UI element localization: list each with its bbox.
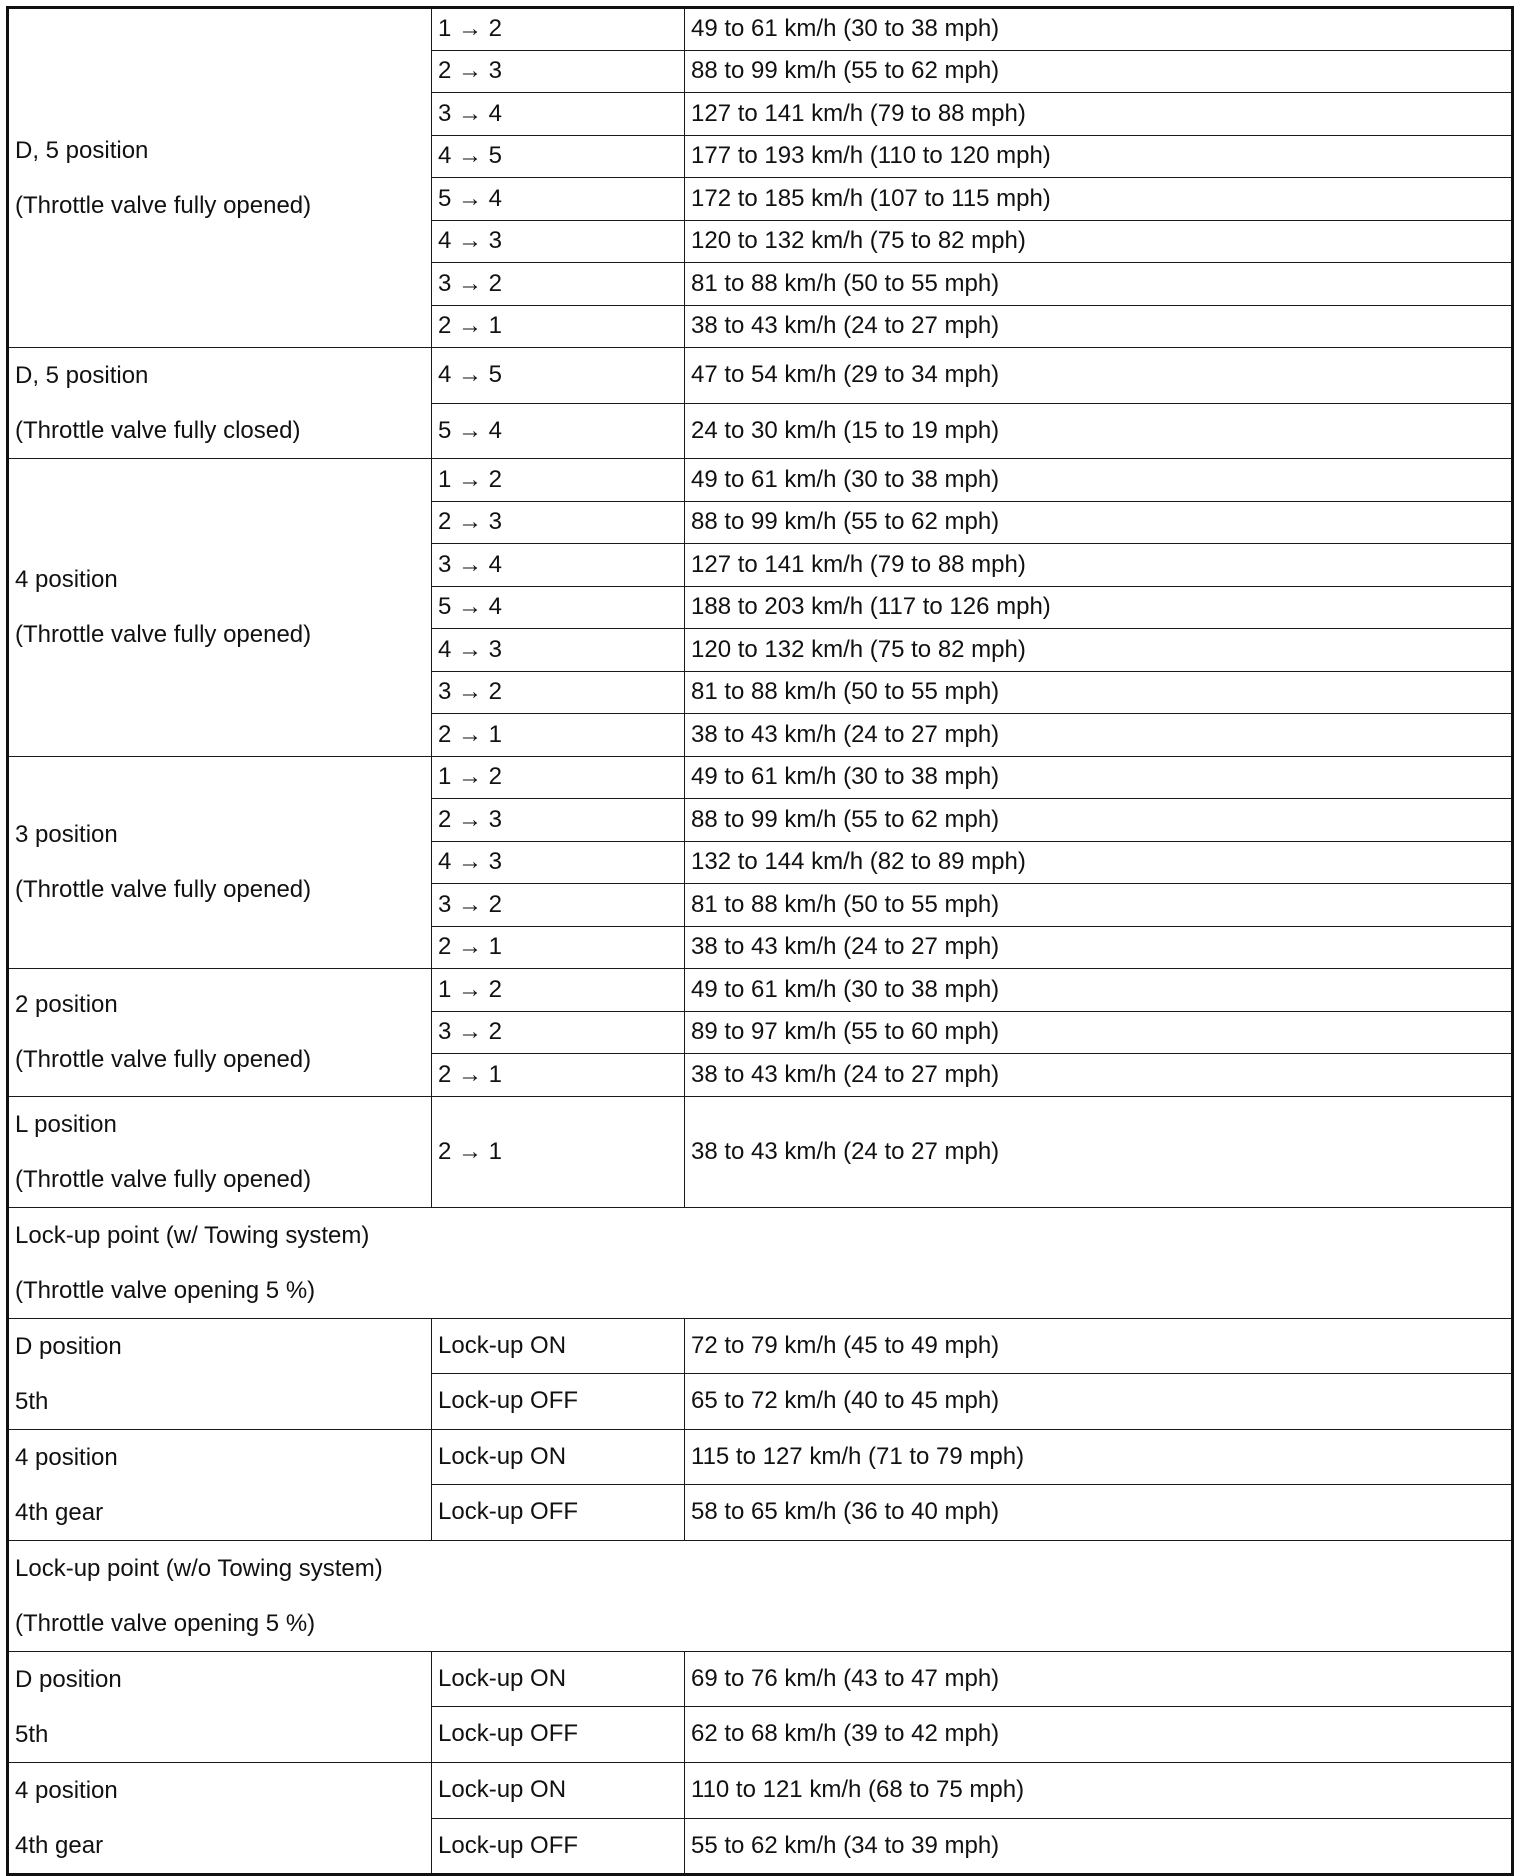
lockup-row — [8, 1429, 1513, 1485]
speed-cell: 58 to 65 km/h (36 to 40 mph) — [685, 1485, 1513, 1541]
condition-label: (Throttle valve fully opened) — [15, 1046, 312, 1074]
shift-group-label — [8, 348, 432, 459]
shift-cell: 3 → 2 — [432, 1011, 685, 1054]
shift-group-label — [8, 756, 432, 969]
speed-cell: 110 to 121 km/h (68 to 75 mph) — [685, 1762, 1513, 1818]
speed-cell: 38 to 43 km/h (24 to 27 mph) — [685, 1054, 1513, 1097]
shift-cell: 1 → 2 — [432, 459, 685, 502]
speed-cell: 49 to 61 km/h (30 to 38 mph) — [685, 969, 1513, 1012]
speed-cell: 65 to 72 km/h (40 to 45 mph) — [685, 1374, 1513, 1430]
speed-cell: 81 to 88 km/h (50 to 55 mph) — [685, 671, 1513, 714]
condition-label: 5th — [15, 1720, 49, 1748]
lockup-group-label — [8, 1651, 432, 1762]
shift-cell: 4 → 5 — [432, 135, 685, 178]
shift-cell: 3 → 2 — [432, 671, 685, 714]
lockup-state-cell: Lock-up OFF — [432, 1707, 685, 1763]
shift-cell: 1 → 2 — [432, 756, 685, 799]
speed-cell: 188 to 203 km/h (117 to 126 mph) — [685, 586, 1513, 629]
shift-group-label — [8, 8, 432, 348]
shift-cell: 4 → 3 — [432, 220, 685, 263]
lockup-state-cell: Lock-up OFF — [432, 1374, 685, 1430]
lockup-section-cell — [8, 1540, 1513, 1651]
speed-cell: 127 to 141 km/h (79 to 88 mph) — [685, 93, 1513, 136]
lockup-state-cell: Lock-up ON — [432, 1318, 685, 1374]
speed-cell: 120 to 132 km/h (75 to 82 mph) — [685, 629, 1513, 672]
lockup-title: Lock-up point (w/ Towing system) — [15, 1221, 370, 1249]
lockup-group-label — [8, 1429, 432, 1540]
shift-cell: 3 → 2 — [432, 263, 685, 306]
shift-cell: 1 → 2 — [432, 969, 685, 1012]
lockup-row — [8, 1651, 1513, 1707]
lockup-subtitle: (Throttle valve opening 5 %) — [15, 1276, 316, 1304]
speed-cell: 55 to 62 km/h (34 to 39 mph) — [685, 1818, 1513, 1874]
shift-cell: 4 → 5 — [432, 348, 685, 404]
shift-row — [8, 8, 1513, 51]
shift-cell: 2 → 3 — [432, 50, 685, 93]
condition-label: (Throttle valve fully opened) — [15, 876, 312, 904]
position-label: 3 position — [15, 821, 118, 849]
condition-label: 5th — [15, 1387, 49, 1415]
speed-cell: 49 to 61 km/h (30 to 38 mph) — [685, 459, 1513, 502]
lockup-title: Lock-up point (w/o Towing system) — [15, 1554, 383, 1582]
shift-cell: 4 → 3 — [432, 841, 685, 884]
shift-row — [8, 459, 1513, 502]
speed-cell: 88 to 99 km/h (55 to 62 mph) — [685, 50, 1513, 93]
speed-cell: 89 to 97 km/h (55 to 60 mph) — [685, 1011, 1513, 1054]
condition-label: (Throttle valve fully opened) — [15, 192, 312, 219]
position-label: L position — [15, 1110, 117, 1138]
speed-cell: 81 to 88 km/h (50 to 55 mph) — [685, 884, 1513, 927]
position-label: 4 position — [15, 1443, 118, 1471]
shift-cell: 2 → 3 — [432, 501, 685, 544]
shift-cell: 2 → 1 — [432, 926, 685, 969]
lockup-state-cell: Lock-up ON — [432, 1651, 685, 1707]
condition-label: (Throttle valve fully opened) — [15, 621, 312, 649]
lockup-row — [8, 1762, 1513, 1818]
position-label: 2 position — [15, 991, 118, 1019]
shift-cell: 2 → 1 — [432, 714, 685, 757]
shift-cell: 5 → 4 — [432, 586, 685, 629]
shift-cell: 2 → 3 — [432, 799, 685, 842]
speed-cell: 115 to 127 km/h (71 to 79 mph) — [685, 1429, 1513, 1485]
shift-row — [8, 756, 1513, 799]
shift-cell: 5 → 4 — [432, 178, 685, 221]
speed-cell: 49 to 61 km/h (30 to 38 mph) — [685, 756, 1513, 799]
lockup-section-header — [8, 1207, 1513, 1318]
lockup-state-cell: Lock-up OFF — [432, 1485, 685, 1541]
speed-cell: 88 to 99 km/h (55 to 62 mph) — [685, 799, 1513, 842]
speed-cell: 38 to 43 km/h (24 to 27 mph) — [685, 305, 1513, 348]
shift-cell: 1 → 2 — [432, 8, 685, 51]
shift-group-label — [8, 1096, 432, 1207]
position-label: 4 position — [15, 566, 118, 594]
shift-cell: 3 → 4 — [432, 93, 685, 136]
shift-row — [8, 1096, 1513, 1207]
speed-cell: 72 to 79 km/h (45 to 49 mph) — [685, 1318, 1513, 1374]
position-label: 4 position — [15, 1776, 118, 1804]
lockup-state-cell: Lock-up ON — [432, 1762, 685, 1818]
lockup-group-label — [8, 1318, 432, 1429]
condition-label: (Throttle valve fully opened) — [15, 1165, 312, 1193]
speed-cell: 38 to 43 km/h (24 to 27 mph) — [685, 926, 1513, 969]
speed-cell: 120 to 132 km/h (75 to 82 mph) — [685, 220, 1513, 263]
position-label: D, 5 position — [15, 137, 149, 164]
lockup-row — [8, 1318, 1513, 1374]
speed-cell: 24 to 30 km/h (15 to 19 mph) — [685, 403, 1513, 459]
lockup-state-cell: Lock-up ON — [432, 1429, 685, 1485]
condition-label: 4th gear — [15, 1831, 104, 1859]
shift-group-label — [8, 969, 432, 1097]
lockup-group-label — [8, 1762, 432, 1874]
speed-cell: 62 to 68 km/h (39 to 42 mph) — [685, 1707, 1513, 1763]
lockup-subtitle: (Throttle valve opening 5 %) — [15, 1609, 316, 1637]
lockup-section-header — [8, 1540, 1513, 1651]
lockup-section-cell — [8, 1207, 1513, 1318]
shift-row — [8, 348, 1513, 404]
speed-cell: 49 to 61 km/h (30 to 38 mph) — [685, 8, 1513, 51]
shift-cell: 2 → 1 — [432, 305, 685, 348]
shift-cell: 2 → 1 — [432, 1054, 685, 1097]
speed-cell: 88 to 99 km/h (55 to 62 mph) — [685, 501, 1513, 544]
position-label: D, 5 position — [15, 362, 149, 389]
position-label: D position — [15, 1332, 122, 1360]
lockup-state-cell: Lock-up OFF — [432, 1818, 685, 1874]
speed-cell: 38 to 43 km/h (24 to 27 mph) — [685, 1096, 1513, 1207]
shift-cell: 3 → 2 — [432, 884, 685, 927]
speed-cell: 172 to 185 km/h (107 to 115 mph) — [685, 178, 1513, 221]
shift-cell: 3 → 4 — [432, 544, 685, 587]
condition-label: (Throttle valve fully closed) — [15, 417, 301, 444]
shift-cell: 5 → 4 — [432, 403, 685, 459]
speed-cell: 132 to 144 km/h (82 to 89 mph) — [685, 841, 1513, 884]
shift-row — [8, 969, 1513, 1012]
speed-cell: 38 to 43 km/h (24 to 27 mph) — [685, 714, 1513, 757]
condition-label: 4th gear — [15, 1498, 104, 1526]
shift-point-table — [6, 6, 1514, 1876]
speed-cell: 47 to 54 km/h (29 to 34 mph) — [685, 348, 1513, 404]
speed-cell: 127 to 141 km/h (79 to 88 mph) — [685, 544, 1513, 587]
shift-cell: 2 → 1 — [432, 1096, 685, 1207]
speed-cell: 81 to 88 km/h (50 to 55 mph) — [685, 263, 1513, 306]
position-label: D position — [15, 1665, 122, 1693]
shift-cell: 4 → 3 — [432, 629, 685, 672]
speed-cell: 177 to 193 km/h (110 to 120 mph) — [685, 135, 1513, 178]
speed-cell: 69 to 76 km/h (43 to 47 mph) — [685, 1651, 1513, 1707]
shift-group-label — [8, 459, 432, 757]
